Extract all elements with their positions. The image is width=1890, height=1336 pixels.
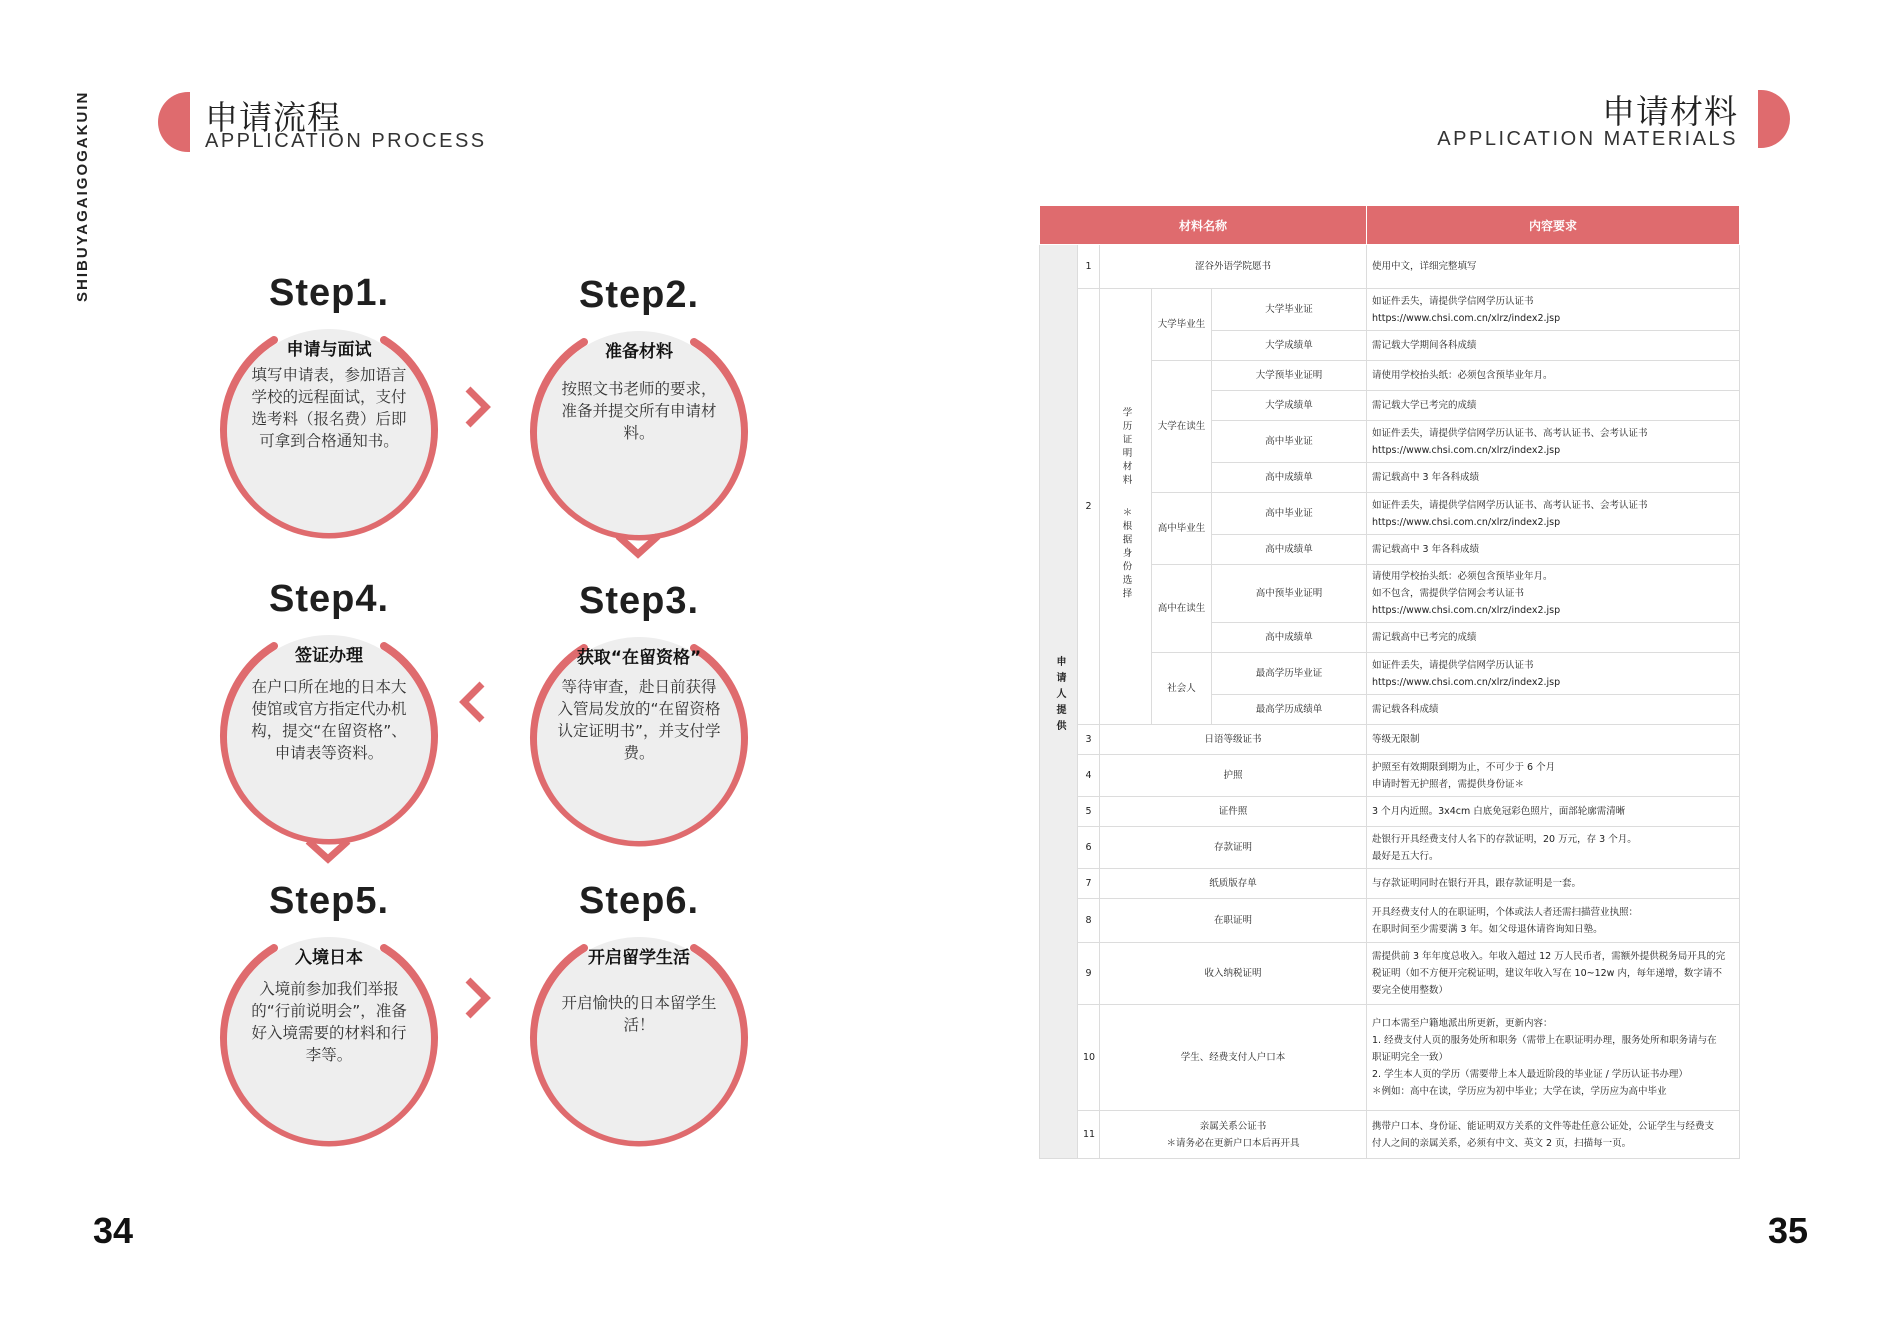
requirement: 使用中文，详细完整填写 <box>1367 245 1740 289</box>
group-label: 大学在读生 <box>1152 361 1212 493</box>
material-name: 最高学历毕业证 <box>1212 653 1367 695</box>
chevron-left-icon <box>458 680 488 724</box>
group-label: 大学毕业生 <box>1152 289 1212 361</box>
materials-table <box>1039 205 1740 1159</box>
table-row <box>1040 797 1740 827</box>
step-6 <box>524 880 754 1140</box>
material-name: 高中预毕业证明 <box>1212 565 1367 623</box>
material-name: 存款证明 <box>1100 827 1367 869</box>
requirement: 3 个月内近照。3x4cm 白底免冠彩色照片，面部轮廓需清晰 <box>1367 797 1740 827</box>
step-description: 按照文书老师的要求，准备并提交所有申请材料。 <box>561 380 717 442</box>
group-label: 社会人 <box>1152 653 1212 725</box>
requirement: 开具经费支付人的在职证明，个体或法人者还需扫描营业执照： 在职时间至少需要满 3 年。如父母退休请咨询知日塾。 <box>1367 899 1740 943</box>
row-number: 4 <box>1078 755 1100 797</box>
material-name: 最高学历成绩单 <box>1212 695 1367 725</box>
step-subtitle: 入境日本 <box>295 948 363 968</box>
page-subtitle: APPLICATION MATERIALS <box>1437 128 1738 150</box>
table-row <box>1040 869 1740 899</box>
row-number: 1 <box>1078 245 1100 289</box>
material-name: 大学成绩单 <box>1212 391 1367 421</box>
material-name: 证件照 <box>1100 797 1367 827</box>
step-description: 开启愉快的日本留学生活！ <box>561 994 717 1034</box>
table-row <box>1040 1111 1740 1159</box>
table-row <box>1040 755 1740 797</box>
material-name: 大学预毕业证明 <box>1212 361 1367 391</box>
step-title: Step3. <box>578 580 700 622</box>
row-number: 7 <box>1078 869 1100 899</box>
row-number: 6 <box>1078 827 1100 869</box>
step-subtitle: 获取“在留资格” <box>576 648 702 668</box>
step-3 <box>524 580 754 840</box>
requirement: 如证件丢失，请提供学信网学历认证书、高考认证书、会考认证书 https://www.chsi.com.cn/xlrz/index2.jsp <box>1367 493 1740 535</box>
step-title: Step1. <box>268 272 390 314</box>
step-title: Step6. <box>578 880 700 922</box>
step-subtitle: 签证办理 <box>295 646 363 666</box>
step-subtitle: 开启留学生活 <box>588 948 690 968</box>
material-name: 高中成绩单 <box>1212 623 1367 653</box>
row-number: 11 <box>1078 1111 1100 1159</box>
requirement: 与存款证明同时在银行开具，跟存款证明是一套。 <box>1367 869 1740 899</box>
step-subtitle: 申请与面试 <box>286 340 372 360</box>
row-number: 8 <box>1078 899 1100 943</box>
requirement: 等级无限制 <box>1367 725 1740 755</box>
material-name: 收入纳税证明 <box>1100 943 1367 1005</box>
row-number: 9 <box>1078 943 1100 1005</box>
chevron-down-icon <box>304 835 352 865</box>
step-subtitle: 准备材料 <box>605 342 673 362</box>
title-accent-shape <box>1758 90 1790 148</box>
material-name: 日语等级证书 <box>1100 725 1367 755</box>
step-5 <box>214 880 444 1140</box>
step-4 <box>214 578 444 838</box>
requirement: 如证件丢失，请提供学信网学历认证书 https://www.chsi.com.cn/xlrz/index2.jsp <box>1367 653 1740 695</box>
material-name: 高中成绩单 <box>1212 535 1367 565</box>
brand-vertical-text: SHIBUYAGAIGOGAKUIN <box>74 90 91 302</box>
page-title: 申请流程 <box>205 98 341 137</box>
requirement: 需提供前 3 年年度总收入。年收入超过 12 万人民币者，需额外提供税务局开具的完 税证明（如不方便开完税证明，建议年收入写在 10~12w 内，每年递增，数字请不 要完全使用整数） <box>1367 943 1740 1005</box>
table-row <box>1040 289 1740 331</box>
requirement: 请使用学校抬头纸：必须包含预毕业年月。 <box>1367 361 1740 391</box>
chevron-down-icon <box>614 530 662 560</box>
step-description: 填写申请表，参加语言学校的远程面试，支付选考料（报名费）后即可拿到合格通知书。 <box>251 366 407 450</box>
group-label: 高中毕业生 <box>1152 493 1212 565</box>
material-name: 高中成绩单 <box>1212 463 1367 493</box>
material-name: 涩谷外语学院愿书 <box>1100 245 1367 289</box>
page-number-right: 35 <box>1768 1210 1809 1251</box>
table-row <box>1040 1005 1740 1111</box>
header-requirements: 内容要求 <box>1367 206 1740 245</box>
requirement: 需记载大学已考完的成绩 <box>1367 391 1740 421</box>
header-material-name: 材料名称 <box>1040 206 1367 245</box>
step-title: Step4. <box>268 578 390 620</box>
page-title: 申请材料 <box>1602 92 1738 131</box>
material-name: 亲属关系公证书 ＊请务必在更新户口本后再开具 <box>1100 1111 1367 1159</box>
step-description: 入境前参加我们举报的“行前说明会”，准备好入境需要的材料和行李等。 <box>251 980 407 1064</box>
group-label: 高中在读生 <box>1152 565 1212 653</box>
row-number: 10 <box>1078 1005 1100 1111</box>
table-row <box>1040 725 1740 755</box>
step-title: Step2. <box>578 274 700 316</box>
row-number: 2 <box>1078 289 1100 725</box>
requirement: 赴银行开具经费支付人名下的存款证明，20 万元，存 3 个月。 最好是五大行。 <box>1367 827 1740 869</box>
requirement: 需记载各科成绩 <box>1367 695 1740 725</box>
material-name: 学生、经费支付人户口本 <box>1100 1005 1367 1111</box>
title-accent-shape <box>158 92 190 152</box>
table-header <box>1040 206 1740 245</box>
chevron-right-icon <box>462 385 492 429</box>
material-name: 在职证明 <box>1100 899 1367 943</box>
requirement: 携带户口本、身份证、能证明双方关系的文件等赴任意公证处，公证学生与经费支 付人之间的亲属关系，必须有中文、英文 2 页，扫描每一页。 <box>1367 1111 1740 1159</box>
row-number: 3 <box>1078 725 1100 755</box>
step-1 <box>214 272 444 532</box>
table-row <box>1040 245 1740 289</box>
requirement: 护照至有效期限到期为止，不可少于 6 个月 申请时暂无护照者，需提供身份证＊ <box>1367 755 1740 797</box>
requirement: 需记载大学期间各科成绩 <box>1367 331 1740 361</box>
material-name: 护照 <box>1100 755 1367 797</box>
material-name: 大学毕业证 <box>1212 289 1367 331</box>
requirement: 需记载高中已考完的成绩 <box>1367 623 1740 653</box>
row-number: 5 <box>1078 797 1100 827</box>
requirement: 如证件丢失，请提供学信网学历认证书 https://www.chsi.com.cn/xlrz/index2.jsp <box>1367 289 1740 331</box>
step-description: 在户口所在地的日本大使馆或官方指定代办机构，提交“在留资格”、申请表等资料。 <box>251 678 407 762</box>
requirement: 请使用学校抬头纸：必须包含预毕业年月。 如不包含，需提供学信网会考认证书 https://www.chsi.com.cn/xlrz/index2.jsp <box>1367 565 1740 623</box>
edu-label: 学历证明材料 ＊根据身份选择 <box>1100 289 1152 725</box>
material-name: 大学成绩单 <box>1212 331 1367 361</box>
material-name: 高中毕业证 <box>1212 421 1367 463</box>
page-subtitle: APPLICATION PROCESS <box>205 130 487 152</box>
requirement: 需记载高中 3 年各科成绩 <box>1367 463 1740 493</box>
material-name: 高中毕业证 <box>1212 493 1367 535</box>
requirement: 如证件丢失，请提供学信网学历认证书、高考认证书、会考认证书 https://www.chsi.com.cn/xlrz/index2.jsp <box>1367 421 1740 463</box>
material-name: 纸质版存单 <box>1100 869 1367 899</box>
requirement: 户口本需至户籍地派出所更新，更新内容： 1. 经费支付人页的服务处所和职务（需带上在职证明办理，服务处所和职务请与在 职证明完全一致） 2. 学生本人页的学历（需要带上本人最近阶段的毕业证 / 学历认证书办理） ＊例如：高中在读，学历应为初中毕业；大学在读，学历应为高中毕业 <box>1367 1005 1740 1111</box>
requirement: 需记载高中 3 年各科成绩 <box>1367 535 1740 565</box>
step-2 <box>524 274 754 534</box>
table-row <box>1040 899 1740 943</box>
page-number-left: 34 <box>93 1210 134 1251</box>
step-title: Step5. <box>268 880 390 922</box>
step-description: 等待审查，赴日前获得入管局发放的“在留资格认定证明书”，并支付学费。 <box>557 678 721 762</box>
table-row <box>1040 827 1740 869</box>
side-label: 申请人提供 <box>1040 245 1078 1159</box>
chevron-right-icon <box>462 976 492 1020</box>
table-row <box>1040 943 1740 1005</box>
